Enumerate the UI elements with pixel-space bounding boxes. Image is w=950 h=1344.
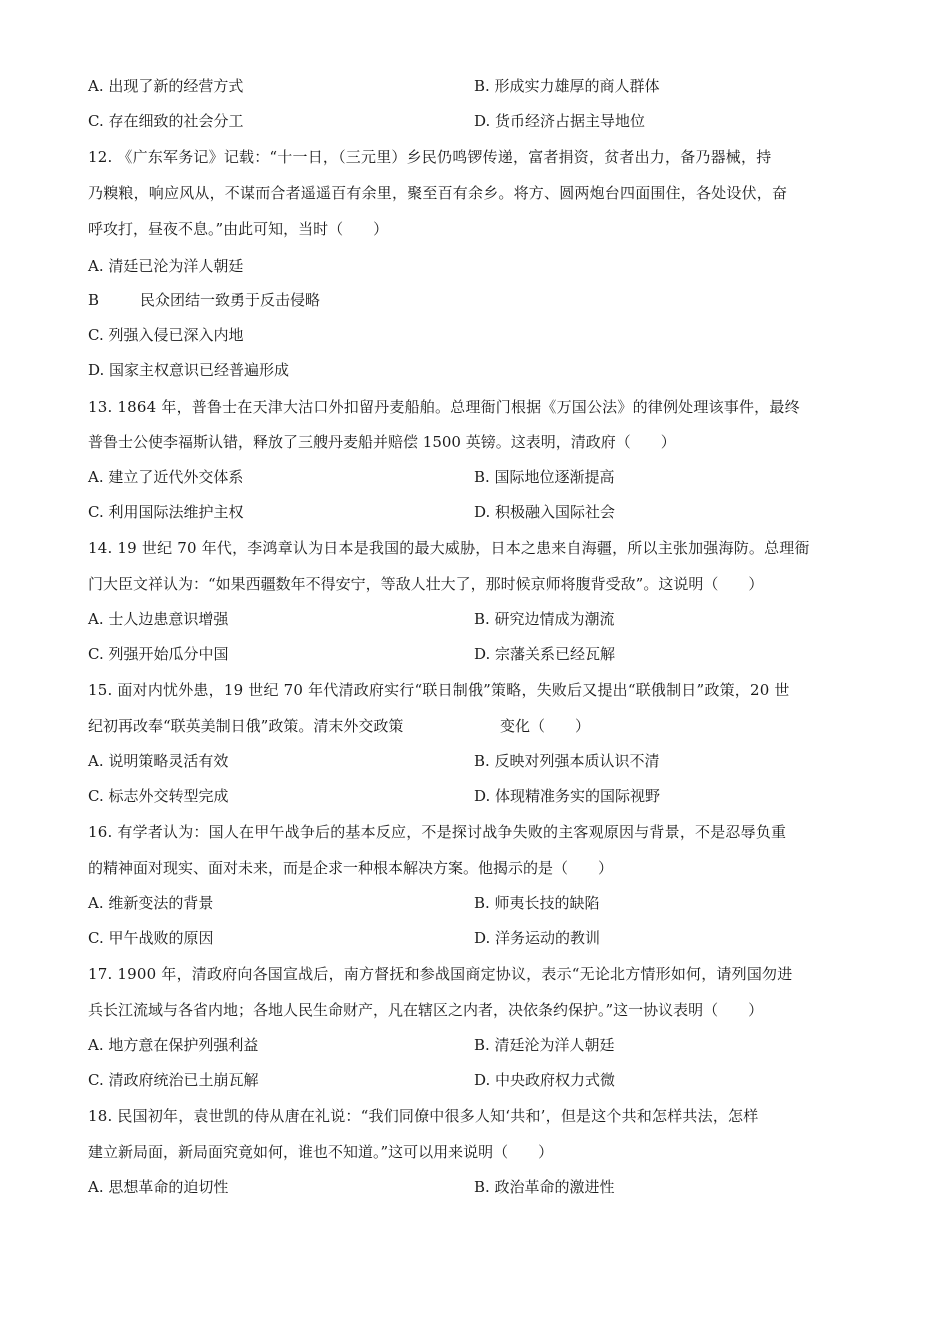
q11-option-a: A. 出现了新的经营方式: [88, 77, 244, 95]
q11-option-d: D. 货币经济占据主导地位: [474, 112, 646, 130]
q14-option-a: A. 士人边患意识增强: [88, 610, 229, 628]
q15-option-b: B. 反映对列强本质认识不清: [474, 752, 660, 770]
q12-option-a: A. 清廷已沦为洋人朝廷: [88, 257, 244, 275]
q12-option-c: C. 列强入侵已深入内地: [88, 326, 244, 344]
q14-stem-line-1: 14. 19 世纪 70 年代，李鸿章认为日本是我国的最大威胁，日本之患来自海疆，所以主张加强海防。总理衙: [88, 539, 810, 557]
q15-stem-line-1: 15. 面对内忧外患，19 世纪 70 年代清政府实行“联日制俄”策略，失败后又提出“联俄制日”政策，20 世: [88, 681, 790, 699]
q16-option-b: B. 师夷长技的缺陷: [474, 894, 600, 912]
q18-option-a: A. 思想革命的迫切性: [88, 1178, 229, 1196]
q16-stem-line-2: 的精神面对现实、面对未来，而是企求一种根本解决方案。他揭示的是（ ）: [88, 859, 614, 877]
q15-option-d: D. 体现精准务实的国际视野: [474, 787, 661, 805]
q12-option-b-text: 民众团结一致勇于反击侵略: [140, 291, 321, 309]
q14-stem-line-2: 门大臣文祥认为：“如果西疆数年不得安宁，等敌人壮大了，那时候京师将腹背受敌”。这说明（ ）: [88, 575, 764, 593]
q17-option-d: D. 中央政府权力式微: [474, 1071, 616, 1089]
q12-stem-line-3: 呼攻打，昼夜不息。”由此可知，当时（ ）: [88, 220, 389, 238]
q16-option-c: C. 甲午战败的原因: [88, 929, 214, 947]
q13-stem-line-1: 13. 1864 年，普鲁士在天津大沽口外扣留丹麦船舶。总理衙门根据《万国公法》的律例处理该事件，最终: [88, 398, 800, 416]
q17-option-b: B. 清廷沦为洋人朝廷: [474, 1036, 615, 1054]
q17-stem-line-1: 17. 1900 年，清政府向各国宣战后，南方督抚和参战国商定协议，表示“无论北方情形如何，请列国勿进: [88, 965, 793, 983]
q16-option-d: D. 洋务运动的教训: [474, 929, 601, 947]
q15-stem-line-2b: 变化（ ）: [500, 717, 591, 735]
q17-option-a: A. 地方意在保护列强利益: [88, 1036, 259, 1054]
q18-option-b: B. 政治革命的激进性: [474, 1178, 615, 1196]
q15-option-c: C. 标志外交转型完成: [88, 787, 229, 805]
q12-stem-line-1: 12. 《广东军务记》记载：“十一日，（三元里）乡民仍鸣锣传递，富者捐资，贫者出力，备乃器械，持: [88, 148, 772, 166]
q14-option-b: B. 研究边情成为潮流: [474, 610, 615, 628]
q18-stem-line-1: 18. 民国初年，袁世凯的侍从唐在礼说：“我们同僚中很多人知‘共和’，但是这个共和怎样共法，怎样: [88, 1107, 759, 1125]
q17-stem-line-2: 兵长江流域与各省内地；各地人民生命财产，凡在辖区之内者，决依条约保护。”这一协议表明（ ）: [88, 1001, 764, 1019]
q17-option-c: C. 清政府统治已土崩瓦解: [88, 1071, 259, 1089]
q12-option-d: D. 国家主权意识已经普遍形成: [88, 361, 290, 379]
q11-option-b: B. 形成实力雄厚的商人群体: [474, 77, 660, 95]
q13-option-a: A. 建立了近代外交体系: [88, 468, 244, 486]
q11-option-c: C. 存在细致的社会分工: [88, 112, 244, 130]
q12-stem-line-2: 乃糗粮，响应风从，不谋而合者遥遥百有余里，聚至百有余乡。将方、圆两炮台四面围住，各处设伏，奋: [88, 184, 788, 202]
q12-option-b-letter: B: [88, 291, 100, 309]
q15-stem-line-2a: 纪初再改奉“联英美制日俄”政策。清末外交政策: [88, 717, 404, 735]
q14-option-c: C. 列强开始瓜分中国: [88, 645, 229, 663]
q13-option-d: D. 积极融入国际社会: [474, 503, 616, 521]
q16-option-a: A. 维新变法的背景: [88, 894, 214, 912]
q18-stem-line-2: 建立新局面，新局面究竟如何，谁也不知道。”这可以用来说明（ ）: [88, 1143, 554, 1161]
q13-option-c: C. 利用国际法维护主权: [88, 503, 244, 521]
q16-stem-line-1: 16. 有学者认为：国人在甲午战争后的基本反应，不是探讨战争失败的主客观原因与背景，不是忍辱负重: [88, 823, 787, 841]
q15-option-a: A. 说明策略灵活有效: [88, 752, 229, 770]
q13-option-b: B. 国际地位逐渐提高: [474, 468, 615, 486]
q14-option-d: D. 宗藩关系已经瓦解: [474, 645, 616, 663]
q13-stem-line-2: 普鲁士公使李福斯认错，释放了三艘丹麦船并赔偿 1500 英镑。这表明，清政府（ ）: [88, 433, 676, 451]
